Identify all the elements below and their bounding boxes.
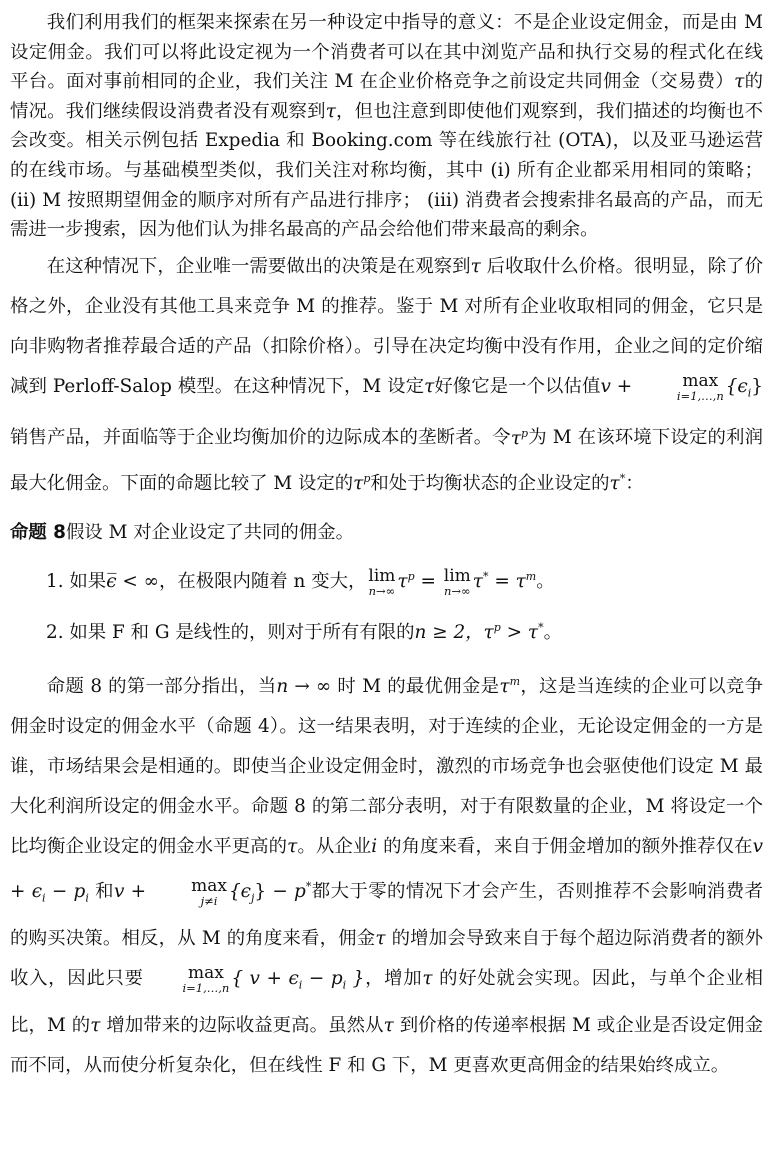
epsilon-i-minus-p-i [31,881,89,905]
p-superscript: p [407,569,415,583]
epsilon-subscript: i [298,978,303,992]
tau-symbol: τ [383,1014,394,1036]
paragraph-3-text: 的角度来看，来自于佣金增加的额外推荐仅在 [383,836,753,858]
paragraph-2-text: 在这种情况下，企业唯一需要做出的决策是在观察到 [46,255,471,277]
proposition-item-2 [46,609,763,652]
tau-base: τ [609,472,620,494]
set-close: } [254,881,267,903]
minus-sign: − [51,881,68,903]
epsilon-set [228,880,312,905]
paragraph-3-text: 的增加会导致来自于每个超边际消费者的额外收入，因此只要 [10,927,763,989]
max-operator [154,877,227,907]
epsilon-subscript: j [250,891,255,905]
epsilon-bar-condition: ϵ̅ < ∞ [106,570,159,592]
n-condition: n ≥ 2， [414,621,484,643]
tau-symbol: τ [424,375,435,397]
max-operator [640,372,724,402]
tau-p-symbol [511,428,528,449]
tau-p-symbol [484,622,501,643]
tau-p-symbol [353,473,370,494]
price-term: − p [272,881,306,903]
lim-subscript: n→∞ [368,583,396,598]
tau-m-symbol [499,676,520,697]
paragraph-3-text: ，增加 [364,967,423,989]
item-text: 如果 [69,570,107,592]
paragraph-3-text: 到价格的传递率根据 M 或企业是否设定佣金而不同，从而使分析复杂化，但在线性 F 和 G 下，M 更喜欢更高佣金的结果始终成立。 [10,1014,763,1076]
limit-operator [368,567,395,597]
proposition-text: 假设 M 对企业设定了共同的佣金。 [65,521,354,543]
paragraph-3-text: 。从企业 [297,836,372,858]
tau-symbol: τ [287,836,298,858]
paragraph-3-text: 命题 8 的第一部分指出，当 [46,676,277,698]
paragraph-2-text: ： [625,472,644,494]
tau-star-symbol [610,473,626,494]
max-label: max [187,962,224,983]
paragraph-3-text: 的好处就会实现。因此，与单个企业相比，M 的 [10,967,763,1036]
m-superscript: m [509,674,521,688]
proposition-8 [10,518,763,548]
p-superscript: p [521,426,529,440]
item-text: 。 [543,621,563,643]
proposition-label: 命题 8 [10,521,66,543]
paragraph-3-text: 都大于零的情况下才会产生，否则推荐不会影响消费者的购买决策。相反，从 M 的角度来看，佣金 [10,881,763,949]
valuation-expression: v + [113,881,147,903]
lim-label: lim [368,565,396,586]
max-subscript: i=1,…,n [676,388,724,403]
set-close: } [346,967,365,989]
paragraph-2-text: 好像它是一个以估值 [434,375,601,397]
tau-symbol: τ [325,100,336,122]
max-operator [146,964,230,994]
price-subscript: i [85,891,89,905]
paragraph-1-text: 我们利用我们的框架来探索在另一种设定中指导的意义：不是企业设定佣金，而是由 M 设定佣金。我们可以将此设定视为一个消费者可以在其中浏览产品和执行交易的程式化在线平台。面对事前相同的企业，我们关注 M 在企业价格竞争之前设定共同佣金（交易费） [10,12,763,93]
star-superscript: * [305,880,312,894]
paragraph-2-text: 后收取什么价格。很明显，除了价格之外，企业没有其他工具来竞争 M 的推荐。鉴于 M 对所有企业收取相同的佣金，它只是向非购物者推荐最合适的产品（扣除价格）。引导在决定均衡中没有作用，企业之间的定价缩减到 Perloff-Salop 模型。在这种情况下，M 设定 [10,255,763,397]
p-superscript: p [363,471,371,485]
valuation-expression: v + [600,375,633,397]
tau-base: τ [483,621,494,643]
tau-star-symbol [528,622,544,643]
tau-base: τ [397,570,408,592]
valuation-expression: v + [10,836,763,903]
p-superscript: p [493,620,501,634]
paragraph-1-text: 的情况。我们继续假设消费者没有观察到 [10,71,763,122]
tau-m-symbol [516,571,537,592]
proposition-item-1 [46,558,763,601]
tau-symbol: τ [734,71,745,93]
equals-sign: = [420,570,436,592]
epsilon-subscript: i [747,386,752,400]
paragraph-2 [10,247,763,504]
firm-index: i [371,836,378,858]
greater-than: > [506,621,523,643]
paragraph-1-text: ，但也注意到即使他们观察到，我们描述的均衡也不会改变。相关示例包括 Expedia 和 Booking.com 等在线旅行社 (OTA)，以及亚马逊运营的在线市场。与基础模型类似，我们关注对称均衡，其中 (i) 所有企业都采用相同的策略； (ii) M 按照期望佣金的顺序对所有产品进行排序； (iii) 消费者会搜索排名最高的产品，而无需进一步搜索，因为他们认为排名最高的产品会给他们带来最高的剩余。 [10,100,763,241]
set-close: } [751,375,763,397]
price-base: p [73,881,86,903]
tau-base: τ [472,570,483,592]
tau-base: τ [515,570,526,592]
epsilon-open: {ϵ [725,375,748,397]
paragraph-3-text: 增加带来的边际收益更高。虽然从 [106,1014,384,1036]
paragraph-3-text: ，这是当连续的企业可以竞争佣金时设定的佣金水平（命题 4）。这一结果表明，对于连续的企业，无论设定佣金的一方是谁，市场结果会是相通的。即使当企业设定佣金时，激烈的市场竞争也会驱使他们设定 M 最大化利润所设定的佣金水平。命题 8 的第二部分表明，对于有限数量的企业，M 将设定一个比均衡企业设定的佣金水平更高的 [10,676,763,858]
tau-star-symbol [473,571,489,592]
tau-symbol: τ [90,1014,101,1036]
epsilon-base: ϵ [31,881,43,903]
paragraph-2-text: 为 M 在该环境下设定的利润最大化佣金。下面的命题比较了 M 设定的 [10,427,763,494]
tau-symbol: τ [470,255,481,277]
surplus-set [231,967,365,992]
tau-base: τ [353,472,364,494]
lim-subscript: n→∞ [443,583,471,598]
tau-base: τ [527,621,539,643]
paragraph-2-text: 销售产品，并面临等于企业均衡加价的边际成本的垄断者。令 [10,427,511,449]
paragraph-2-text: 和处于均衡状态的企业设定的 [370,472,610,494]
tau-base: τ [499,676,510,698]
tau-symbol: τ [422,967,433,989]
item-text: 。 [536,570,555,592]
max-label: max [191,876,227,897]
price-subscript: i [342,978,347,992]
max-subscript: j≠i [200,894,218,909]
paragraph-3 [10,662,763,1086]
m-superscript: m [525,569,537,583]
paragraph-3-text: 时 M 的最优佣金是 [337,676,500,698]
equals-sign: = [494,570,510,592]
star-superscript: * [538,620,544,634]
tau-symbol: τ [375,927,386,949]
price-term: − p [308,967,343,989]
limit-operator [444,567,471,597]
item-number: 1. [46,570,64,592]
star-superscript: * [482,569,489,583]
lim-label: lim [443,565,471,586]
epsilon-set [725,375,763,400]
set-open: { v + ϵ [231,967,299,989]
item-number: 2. [46,621,64,643]
max-label: max [682,370,719,391]
tau-p-symbol [397,571,414,592]
max-subscript: i=1,…,n [182,980,230,995]
n-to-infinity: n → ∞ [276,676,332,698]
star-superscript: * [619,471,626,485]
item-text: 如果 F 和 G 是线性的，则对于所有有限的 [69,621,415,643]
tau-base: τ [510,427,522,449]
epsilon-open: {ϵ [228,881,251,903]
paragraph-1 [10,8,763,245]
paragraph-3-text: 和 [95,881,114,903]
item-text: ，在极限内随着 n 变大， [158,570,367,592]
epsilon-subscript: i [42,891,46,905]
